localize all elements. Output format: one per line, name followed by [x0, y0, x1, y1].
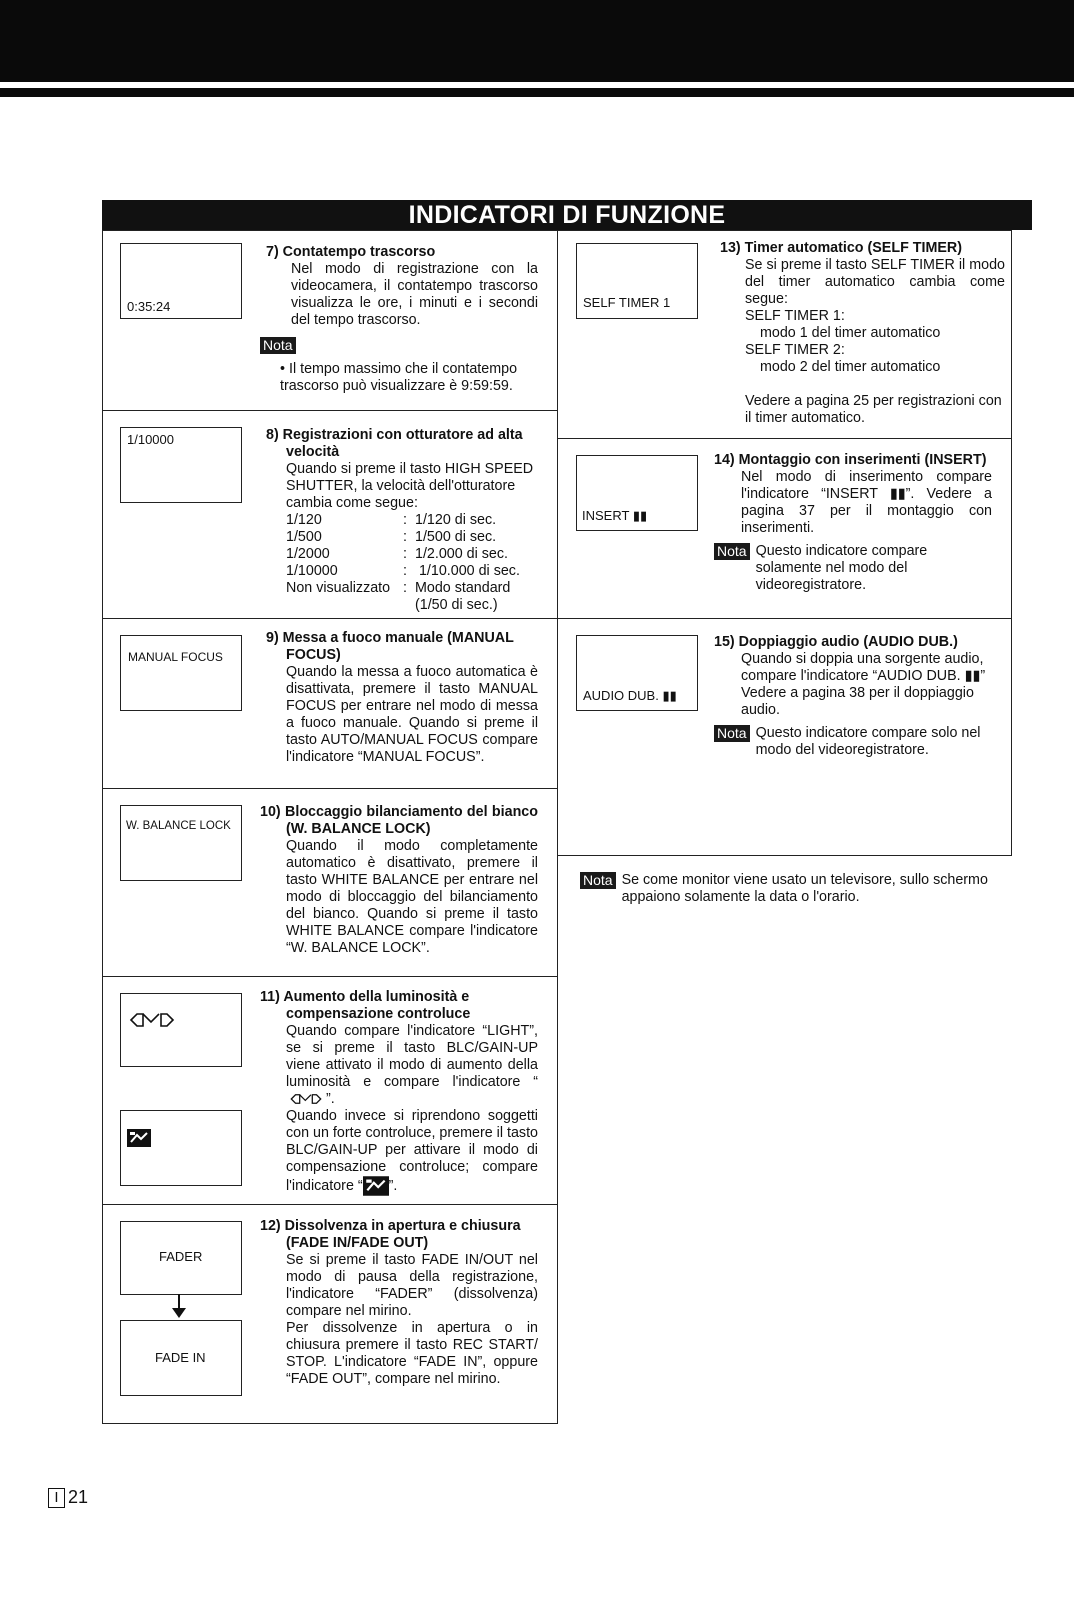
section-heading: 10) Bloccaggio bilanciamento del bianco (W. BALANCE LOCK) [260, 804, 538, 837]
body-text: ”. [388, 1177, 398, 1194]
section-10 [260, 804, 538, 957]
section-heading: 11) Aumento della luminosità e compensazione controluce [260, 989, 471, 1022]
viewfinder-display-fader [120, 1221, 242, 1295]
viewfinder-display-manual-focus [120, 635, 242, 711]
table-cell-value: (1/50 di sec.) [415, 597, 498, 613]
nota-badge: Nota [714, 725, 750, 742]
backlight-compensation-icon [127, 1129, 151, 1147]
table-cell-separator: : [403, 563, 407, 579]
indicator-label: FADER [159, 1249, 203, 1264]
divider [102, 410, 557, 411]
viewfinder-display-insert [576, 455, 698, 531]
table-cell-separator [403, 597, 415, 614]
nota-badge: Nota [260, 337, 296, 354]
viewfinder-display-fade-in [120, 1320, 242, 1396]
note-block [714, 725, 994, 759]
body-text: ”. [326, 1091, 335, 1107]
viewfinder-display-blc [120, 1110, 242, 1186]
note-block [714, 543, 992, 594]
section-12 [260, 1218, 538, 1388]
table-cell-setting: 1/500 [286, 529, 322, 545]
viewfinder-display-white-balance [120, 805, 242, 881]
timer-mode-1: SELF TIMER 1: [745, 308, 845, 324]
divider [102, 1204, 557, 1205]
section-body: Nel modo di registrazione con la videocamera, il contatempo trascorso visualizza le ore, i minuti e i secondi del tempo trascorso. [291, 261, 538, 328]
table-cell-value: 1/500 di sec. [415, 529, 497, 545]
note-text: • Il tempo massimo che il contatempo trascorso può visualizzare è 9:59:59. [280, 361, 518, 394]
section-body-1 [260, 1023, 538, 1108]
divider [102, 618, 557, 619]
language-marker: I [48, 1488, 65, 1508]
table-cell-setting: Non visualizzato [286, 580, 391, 596]
divider [557, 438, 1012, 439]
indicator-label: FADE IN [155, 1350, 206, 1365]
section-body: Se si preme il tasto SELF TIMER il modo del timer automatico cambia come segue: [745, 257, 1005, 307]
section-heading: 8) Registrazioni con otturatore ad alta velocità [266, 427, 523, 460]
divider [102, 976, 557, 977]
divider [557, 618, 1012, 619]
indicator-label: AUDIO DUB. ▮▮ [583, 688, 677, 703]
table-cell-value: Modo standard [415, 580, 511, 596]
divider [102, 788, 557, 789]
body-text: Quando compare l'indicatore “LIGHT”, se si preme il tasto BLC/GAIN-UP viene attivato il modo di aumento della luminosità e compare l'indicatore “ [286, 1023, 538, 1090]
section-heading: 7) Contatempo trascorso [266, 244, 436, 260]
header-rule [0, 88, 1074, 97]
section-body-2 [260, 1108, 538, 1196]
table-cell-setting: 1/10000 [286, 563, 338, 579]
table-cell-value: 1/2.000 di sec. [415, 546, 508, 562]
indicator-label: W. BALANCE LOCK [126, 820, 231, 832]
indicator-label: 0:35:24 [127, 299, 171, 314]
viewfinder-display-audio-dub [576, 635, 698, 711]
footer-note [580, 872, 1020, 906]
page-title: INDICATORI DI FUNZIONE [102, 200, 1032, 230]
section-body: Quando si preme il tasto HIGH SPEED SHUTTER, la velocità dell'otturatore cambia come segue: [286, 461, 534, 511]
section-body: Quando la messa a fuoco automatica è disattivata, premere il tasto MANUAL FOCUS per entrare nel modo di messa a fuoco manuale. Quando si preme il tasto AUTO/MANUAL FOCUS compare l'indicatore “MANUAL FOCUS”. [286, 664, 538, 765]
table-cell-setting: 1/120 [286, 512, 322, 528]
section-body: Quando il modo completamente automatico è disattivato, premere il tasto WHITE BALANCE per entrare nel modo di bloccaggio del bilanciamento del bianco. Quando si preme il tasto WHITE BALANCE compare l'indicatore “W. BALANCE LOCK”. [286, 838, 538, 956]
section-7 [263, 244, 538, 395]
section-14 [714, 452, 992, 594]
note-text: Questo indicatore compare solamente nel modo del videoregistratore. [755, 543, 928, 593]
table-cell-separator: : [403, 580, 407, 596]
nota-badge: Nota [714, 543, 750, 560]
table-cell-separator: : [403, 512, 407, 528]
indicator-label: MANUAL FOCUS [128, 650, 223, 664]
timer-mode-2-desc: modo 2 del timer automatico [760, 359, 941, 375]
table-cell-setting: 1/2000 [286, 546, 330, 562]
section-9 [266, 630, 538, 766]
nota-badge: Nota [580, 872, 616, 889]
section-heading: 15) Doppiaggio audio (AUDIO DUB.) [714, 634, 958, 650]
body-text: Quando invece si riprendono soggetti con un forte controluce, premere il tasto BLC/GAIN-UP per attivare il modo di compensazione controluce; compare l'indicatore “ [286, 1108, 538, 1194]
page-number [48, 1486, 88, 1508]
viewfinder-display-counter [120, 243, 242, 319]
section-8 [266, 427, 538, 614]
table-cell-value: 1/10.000 di sec. [415, 563, 520, 579]
table-cell-value: 1/120 di sec. [415, 512, 497, 528]
indicator-label: SELF TIMER 1 [583, 295, 671, 310]
section-heading: 9) Messa a fuoco manuale (MANUAL FOCUS) [266, 630, 514, 663]
section-reference: Vedere a pagina 25 per registrazioni con il timer automatico. [745, 393, 1002, 426]
light-gain-up-icon [286, 1092, 326, 1106]
timer-mode-2: SELF TIMER 2: [745, 342, 845, 358]
viewfinder-display-self-timer [576, 243, 698, 319]
table-cell-separator: : [403, 529, 407, 545]
shutter-speed-table [266, 512, 538, 614]
section-body: Per dissolvenze in apertura o in chiusura premere il tasto REC START/ STOP. L'indicatore “FADE IN”, oppure “FADE OUT”, compare nel mirino. [286, 1320, 538, 1387]
section-heading: 14) Montaggio con inserimenti (INSERT) [714, 452, 987, 468]
indicator-label: 1/10000 [127, 432, 174, 447]
indicator-label: INSERT ▮▮ [582, 508, 648, 523]
arrow-down-icon [172, 1308, 186, 1318]
header-bar [0, 0, 1074, 82]
viewfinder-display-light [120, 993, 242, 1067]
section-15 [714, 634, 994, 759]
section-body: Se si preme il tasto FADE IN/OUT nel modo di pausa della registrazione, l'indicatore “FADER” (dissolvenza) compare nel mirino. [286, 1252, 538, 1319]
light-gain-up-icon [127, 1010, 177, 1030]
section-13 [720, 240, 1005, 427]
backlight-compensation-icon [363, 1176, 389, 1196]
section-body: Nel modo di inserimento compare l'indicatore “INSERT ▮▮”. Vedere a pagina 37 per il montaggio con inserimenti. [741, 469, 992, 536]
table-cell-setting [286, 597, 403, 614]
viewfinder-display-shutter [120, 427, 242, 503]
section-body: Quando si doppia una sorgente audio, compare l'indicatore “AUDIO DUB. ▮▮” Vedere a pagina 38 per il doppiaggio audio. [741, 651, 986, 718]
timer-mode-1-desc: modo 1 del timer automatico [760, 325, 941, 341]
section-heading: 13) Timer automatico (SELF TIMER) [720, 240, 963, 256]
page-number-text: 21 [68, 1487, 89, 1507]
note-text: Questo indicatore compare solo nel modo del videoregistratore. [755, 725, 981, 758]
note-text: Se come monitor viene usato un televisore, sullo schermo appaiono solamente la data o l'orario. [621, 872, 988, 905]
table-cell-separator: : [403, 546, 407, 562]
section-heading: 12) Dissolvenza in apertura e chiusura (FADE IN/FADE OUT) [260, 1218, 521, 1251]
section-11 [260, 989, 538, 1196]
